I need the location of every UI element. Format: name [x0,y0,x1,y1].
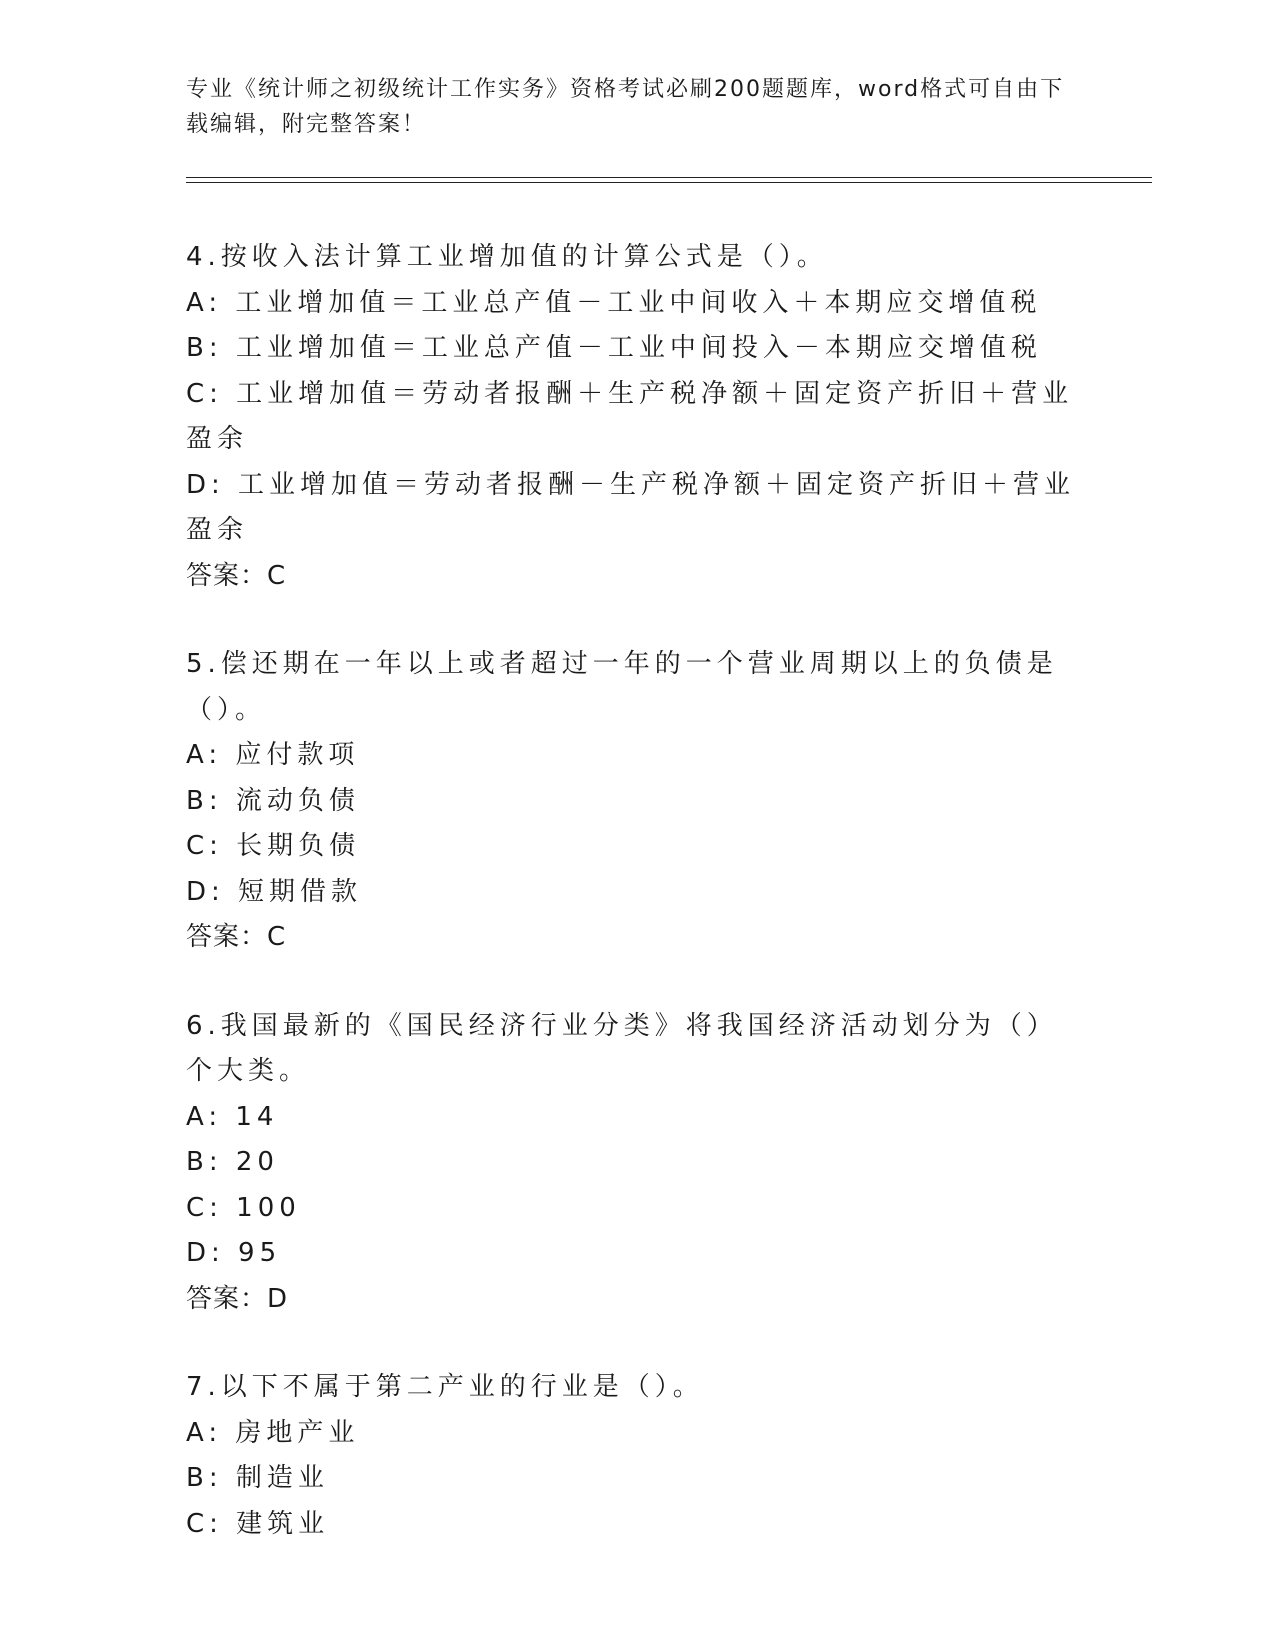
option-a: A: 应付款项 [186,740,360,770]
header-divider-top [186,177,1152,178]
answer-line: 答案：C [186,560,287,591]
option-d: D: 95 [186,1238,282,1268]
option-c: C: 工业增加值＝劳动者报酬＋生产税净额＋固定资产折旧＋营业盈余 [186,378,1074,454]
option-c: C: 100 [186,1192,301,1223]
option-c: C: 长期负债 [186,831,361,861]
answer-line: 答案：C [186,922,287,952]
option-b: B: 20 [186,1147,279,1177]
question-4 [186,235,1086,599]
answer-line: 答案：D [186,1283,289,1314]
question-text: 7.以下不属于第二产业的行业是（）。 [186,1372,704,1402]
option-a: A: 房地产业 [186,1417,360,1448]
question-6 [186,1004,1086,1323]
option-b: B: 流动负债 [186,785,360,816]
option-b: B: 制造业 [186,1463,329,1493]
question-text: 6.我国最新的《国民经济行业分类》将我国经济活动划分为（）个大类。 [186,1010,1058,1086]
question-list [186,235,1086,1590]
header-divider-bottom [186,182,1152,183]
document-header: 专业《统计师之初级统计工作实务》资格考试必刷200题题库，word格式可自由下载编辑，附完整答案！ [186,77,1065,137]
option-b: B: 工业增加值＝工业总产值－工业中间投入－本期应交增值税 [186,333,1042,363]
option-d: D: 短期借款 [186,876,363,907]
question-text: 4.按收入法计算工业增加值的计算公式是（）。 [186,242,828,272]
option-d: D: 工业增加值＝劳动者报酬－生产税净额＋固定资产折旧＋营业盈余 [186,469,1076,545]
option-c: C: 建筑业 [186,1508,330,1539]
question-5 [186,642,1086,961]
option-a: A: 14 [186,1101,279,1132]
question-text: 5.偿还期在一年以上或者超过一年的一个营业周期以上的负债是（）。 [186,649,1058,725]
question-7 [186,1365,1086,1547]
option-a: A: 工业增加值＝工业总产值－工业中间收入＋本期应交增值税 [186,287,1042,318]
